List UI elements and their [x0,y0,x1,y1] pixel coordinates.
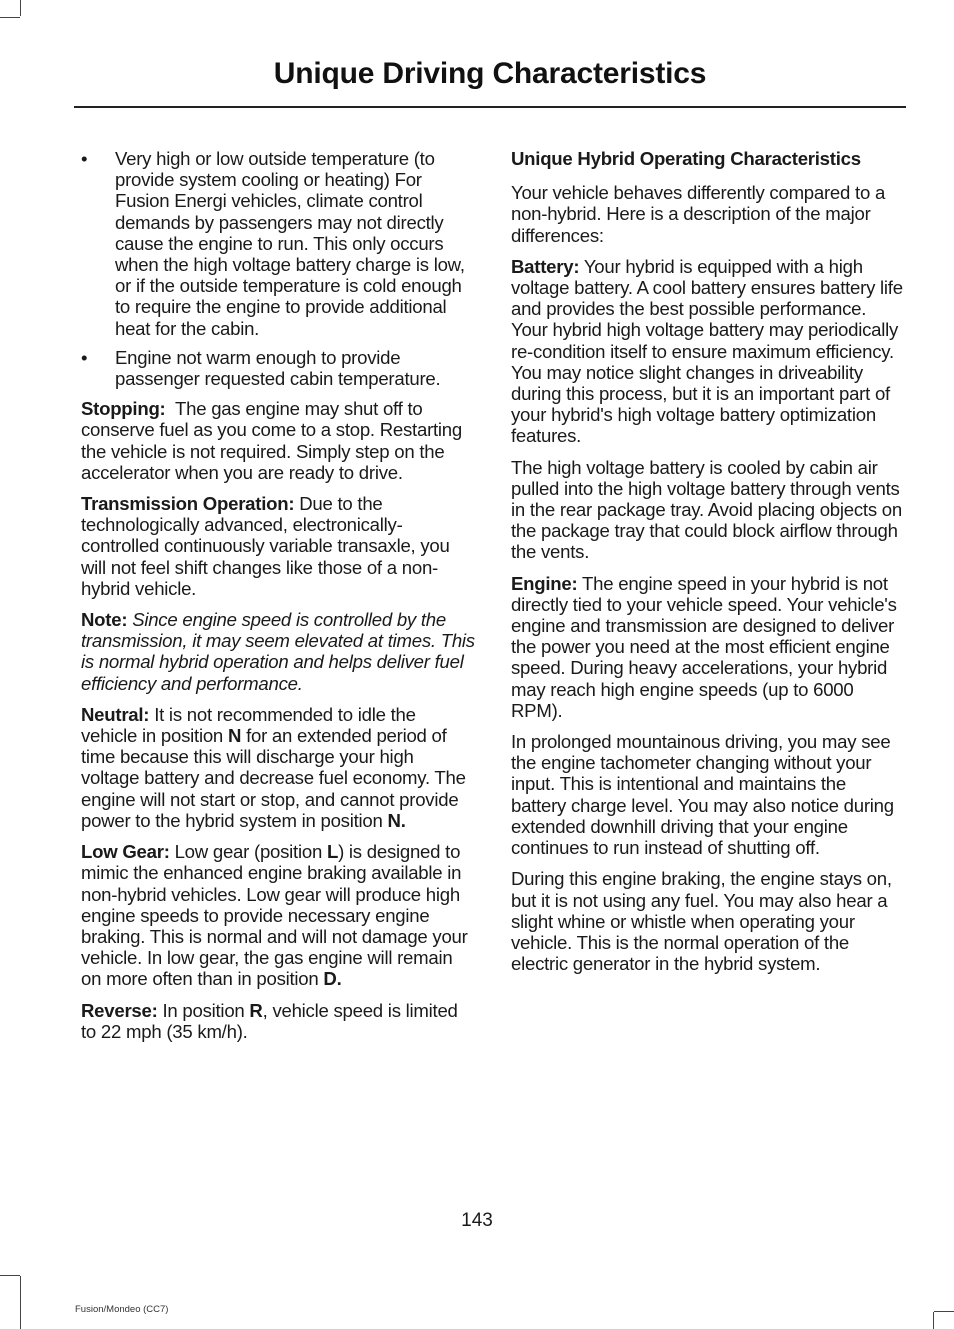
transmission-label: Transmission Operation: [81,493,295,515]
battery-label: Battery: [511,255,580,277]
engine-paragraph [511,573,903,721]
stopping-paragraph [81,398,476,483]
crop-mark [0,17,20,18]
neutral-label: Neutral: [81,703,150,725]
transmission-paragraph [81,493,476,599]
section-heading: Unique Hybrid Operating Characteristics [511,148,861,169]
note-text: Since engine speed is controlled by the transmission, it may seem elevated at times. This is normal hybrid operation and helps deliver fuel efficiency and performance. [81,609,475,694]
neutral-paragraph [81,704,476,831]
list-item [81,347,476,389]
low-gear-text: Low gear (position [174,841,323,863]
page-number: 143 [461,1210,493,1231]
reverse-paragraph [81,1000,476,1042]
neutral-text: It is not recommended to idle the vehicle in position [81,703,416,747]
reverse-label: Reverse: [81,999,158,1021]
crop-mark [933,1312,934,1329]
neutral-text-continued: for an extended period of time because this will discharge your high voltage battery and decrease fuel economy. The engine will not start or stop, and cannot provide power to the hybrid system in position [81,725,466,831]
intro-paragraph: Your vehicle behaves differently compared to a non-hybrid. Here is a description of the major differences: [511,182,886,246]
bullet-marker: • [81,148,88,169]
list-item [81,148,476,339]
footer-model: Fusion/Mondeo (CC7) [75,1304,169,1315]
gear-position-d: D. [323,968,342,990]
right-column [511,148,903,984]
gear-position-r: R [249,999,263,1021]
engine-label: Engine: [511,572,578,594]
stopping-text: The gas engine may shut off to conserve fuel as you come to a stop. Restarting the vehicle is not required. Simply step on the accelerator when you are ready to drive. [81,398,462,483]
mountainous-driving-paragraph: In prolonged mountainous driving, you may see the engine tachometer changing without your input. This is intentional and maintains the battery charge level. You may also notice during extended downhill driving that your engine continues to run instead of shutting off. [511,731,894,859]
low-gear-label: Low Gear: [81,841,170,863]
gear-position-l: L [326,841,339,863]
gear-position-n: N [227,725,242,747]
reverse-text-continued: , vehicle speed is limited to 22 mph (35 km/h). [81,999,458,1042]
page-title: Unique Driving Characteristics [273,57,707,90]
bullet-text: Very high or low outside temperature (to provide system cooling or heating) For Fusion Energi vehicles, climate control demands by passengers may not directly cause the engine to run. This only occurs when the high voltage battery charge is low, or if the outside temperature is cold enough to require the engine to provide additional heat for the cabin. [115,148,465,339]
battery-paragraph [511,256,903,447]
title-divider [74,106,906,108]
gear-position-n-end: N. [387,809,406,831]
reverse-text: In position [162,999,245,1021]
note-paragraph [81,609,476,694]
crop-mark [20,1276,21,1329]
note-label: Note: [81,609,128,631]
engine-text: The engine speed in your hybrid is not directly tied to your vehicle speed. Your vehicle's engine and transmission are designed to deliver the power you need at the most efficient engine speed. During heavy accelerations, your hybrid may reach high engine speeds (up to 6000 RPM). [511,572,897,721]
bullet-list [81,148,476,389]
bullet-marker: • [81,346,88,368]
left-column [81,148,476,1052]
crop-mark [20,0,21,16]
battery-text: Your hybrid is equipped with a high voltage battery. A cool battery ensures battery life and provides the best possible performance. Your hybrid high voltage battery may periodically re-condition itself to ensure maximum efficiency. You may notice slight changes in driveability during this process, but it is an important part of your hybrid's high voltage battery optimization features. [511,255,903,447]
engine-braking-paragraph: During this engine braking, the engine stays on, but it is not using any fuel. You may also hear a slight whine or whistle when operating your vehicle. This is the normal operation of the electric generator in the hybrid system. [511,868,892,975]
bullet-text: Engine not warm enough to provide passenger requested cabin temperature. [115,346,441,390]
crop-mark [0,1275,20,1276]
crop-mark [934,1311,954,1312]
stopping-label: Stopping: [81,398,166,420]
low-gear-paragraph [81,841,476,989]
transmission-text: Due to the technologically advanced, electronically-controlled continuously variable transaxle, you will not feel shift changes like those of a non-hybrid vehicle. [81,493,450,599]
battery-cooling-paragraph: The high voltage battery is cooled by cabin air pulled into the high voltage battery through vents in the rear package tray. Avoid placing objects on the package tray that could block airflow through the vents. [511,456,902,563]
low-gear-text-continued: ) is designed to mimic the enhanced engine braking available in non-hybrid vehicles. Low gear will produce high engine speeds to provide necessary engine braking. This is normal and will not damage your vehicle. In low gear, the gas engine will remain on more often than in position [81,841,468,990]
